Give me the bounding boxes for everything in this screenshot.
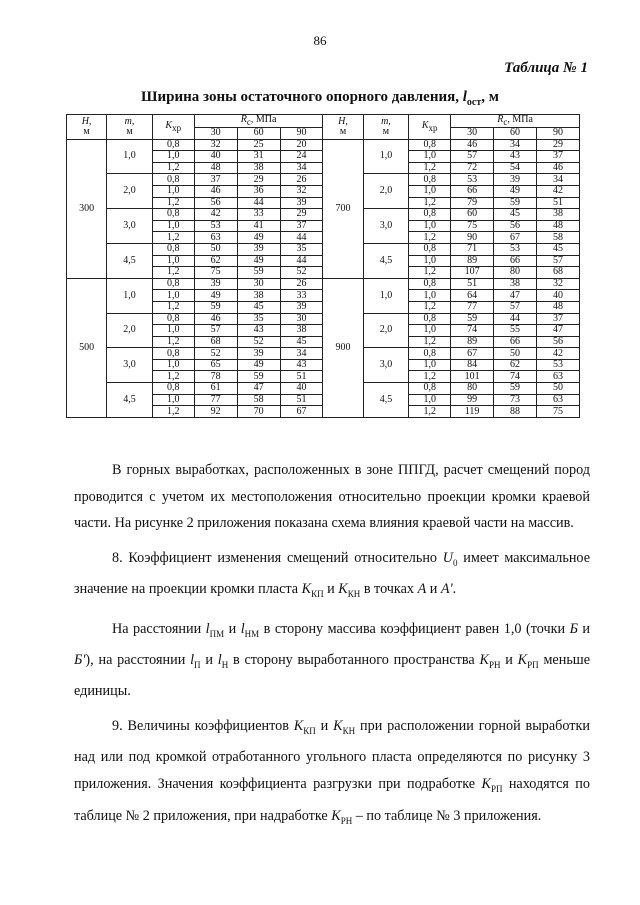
thickness-cell: 2,0: [363, 174, 409, 209]
value-cell: 66: [451, 185, 494, 197]
header-strength-left: $R_c$, МПа: [194, 115, 323, 128]
value-cell: 43: [280, 359, 323, 371]
value-cell: 37: [194, 174, 237, 186]
k-cell: 0,8: [409, 278, 451, 290]
value-cell: 47: [537, 325, 580, 337]
value-cell: 39: [237, 243, 280, 255]
value-cell: 49: [194, 290, 237, 302]
k-cell: 0,8: [409, 209, 451, 221]
value-cell: 107: [451, 267, 494, 279]
value-cell: 71: [451, 243, 494, 255]
k-cell: 1,0: [152, 151, 194, 163]
value-cell: 79: [451, 197, 494, 209]
value-cell: 31: [237, 151, 280, 163]
value-cell: 52: [237, 336, 280, 348]
thickness-cell: 4,5: [363, 243, 409, 278]
header-r90-right: 90: [537, 128, 580, 140]
value-cell: 54: [494, 162, 537, 174]
value-cell: 46: [537, 162, 580, 174]
k-cell: 0,8: [152, 383, 194, 395]
value-cell: 89: [451, 255, 494, 267]
value-cell: 53: [194, 220, 237, 232]
value-cell: 51: [280, 394, 323, 406]
value-cell: 88: [494, 406, 537, 418]
value-cell: 30: [237, 278, 280, 290]
value-cell: 24: [280, 151, 323, 163]
body-text: [74, 457, 590, 834]
value-cell: 63: [537, 394, 580, 406]
residual-pressure-table: [66, 114, 580, 418]
value-cell: 35: [280, 243, 323, 255]
value-cell: 62: [494, 359, 537, 371]
value-cell: 56: [494, 220, 537, 232]
value-cell: 70: [237, 406, 280, 418]
value-cell: 59: [194, 301, 237, 313]
depth-cell: 700: [323, 139, 363, 278]
k-cell: 1,2: [152, 232, 194, 244]
value-cell: 49: [494, 185, 537, 197]
value-cell: 67: [451, 348, 494, 360]
value-cell: 45: [237, 301, 280, 313]
value-cell: 33: [237, 209, 280, 221]
thickness-cell: 3,0: [107, 209, 153, 244]
k-cell: 0,8: [409, 348, 451, 360]
value-cell: 29: [537, 139, 580, 151]
thickness-cell: 3,0: [363, 348, 409, 383]
table-label: Таблица № 1: [504, 60, 588, 76]
k-cell: 0,8: [152, 139, 194, 151]
value-cell: 89: [451, 336, 494, 348]
value-cell: 39: [194, 278, 237, 290]
value-cell: 50: [537, 383, 580, 395]
value-cell: 49: [237, 255, 280, 267]
value-cell: 38: [494, 278, 537, 290]
header-depth-left: H, м: [67, 115, 107, 140]
k-cell: 0,8: [152, 313, 194, 325]
value-cell: 68: [537, 267, 580, 279]
value-cell: 45: [537, 243, 580, 255]
value-cell: 65: [194, 359, 237, 371]
value-cell: 34: [537, 174, 580, 186]
value-cell: 51: [280, 371, 323, 383]
thickness-cell: 1,0: [107, 278, 153, 313]
k-cell: 1,0: [409, 255, 451, 267]
value-cell: 57: [494, 301, 537, 313]
value-cell: 38: [237, 162, 280, 174]
table-row: [67, 278, 580, 290]
value-cell: 46: [451, 139, 494, 151]
k-cell: 1,0: [409, 185, 451, 197]
k-cell: 1,2: [152, 371, 194, 383]
k-cell: 1,0: [409, 394, 451, 406]
table-body: [67, 139, 580, 417]
k-cell: 1,0: [409, 325, 451, 337]
thickness-cell: 4,5: [107, 383, 153, 418]
value-cell: 44: [280, 232, 323, 244]
value-cell: 64: [451, 290, 494, 302]
value-cell: 67: [494, 232, 537, 244]
thickness-cell: 2,0: [107, 174, 153, 209]
value-cell: 39: [280, 197, 323, 209]
thickness-cell: 4,5: [107, 243, 153, 278]
header-r60-left: 60: [237, 128, 280, 140]
value-cell: 35: [237, 313, 280, 325]
thickness-cell: 2,0: [107, 313, 153, 348]
value-cell: 38: [280, 325, 323, 337]
value-cell: 40: [194, 151, 237, 163]
value-cell: 39: [494, 174, 537, 186]
value-cell: 74: [494, 371, 537, 383]
value-cell: 51: [537, 197, 580, 209]
k-cell: 0,8: [152, 278, 194, 290]
value-cell: 29: [280, 209, 323, 221]
k-cell: 0,8: [152, 174, 194, 186]
k-cell: 1,2: [409, 336, 451, 348]
k-cell: 1,2: [409, 301, 451, 313]
k-cell: 1,0: [152, 220, 194, 232]
k-cell: 1,2: [409, 162, 451, 174]
header-strength-right: $R_c$, МПа: [451, 115, 580, 128]
value-cell: 57: [537, 255, 580, 267]
k-cell: 0,8: [409, 139, 451, 151]
k-cell: 1,0: [152, 394, 194, 406]
value-cell: 32: [537, 278, 580, 290]
thickness-cell: 1,0: [363, 139, 409, 174]
depth-cell: 900: [323, 278, 363, 417]
value-cell: 25: [237, 139, 280, 151]
value-cell: 46: [194, 313, 237, 325]
k-cell: 1,0: [409, 359, 451, 371]
k-cell: 1,0: [409, 151, 451, 163]
paragraph-2: 8. Коэффициент изменения смещений относительно $U_0$ имеет максимальное значение на проекции кромки пласта $K_{КП}$ и $K_{КН}$ в точках А и А'.: [74, 549, 590, 600]
value-cell: 40: [537, 290, 580, 302]
value-cell: 44: [494, 313, 537, 325]
value-cell: 63: [537, 371, 580, 383]
value-cell: 66: [494, 255, 537, 267]
value-cell: 56: [194, 197, 237, 209]
value-cell: 68: [194, 336, 237, 348]
value-cell: 47: [494, 290, 537, 302]
k-cell: 1,0: [152, 359, 194, 371]
value-cell: 77: [451, 301, 494, 313]
value-cell: 37: [537, 151, 580, 163]
value-cell: 47: [237, 383, 280, 395]
thickness-cell: 2,0: [363, 313, 409, 348]
paragraph-1: В горных выработках, расположенных в зоне ППГД, расчет смещений пород проводится с учетом их местоположения относительно проекции кромки краевой части. На рисунке 2 приложения показана схема влияния краевой части на массив.: [74, 462, 590, 532]
value-cell: 75: [194, 267, 237, 279]
k-cell: 1,2: [409, 232, 451, 244]
k-cell: 1,2: [409, 197, 451, 209]
value-cell: 73: [494, 394, 537, 406]
k-cell: 0,8: [409, 243, 451, 255]
value-cell: 26: [280, 278, 323, 290]
k-cell: 1,0: [152, 185, 194, 197]
value-cell: 99: [451, 394, 494, 406]
value-cell: 90: [451, 232, 494, 244]
k-cell: 1,0: [152, 255, 194, 267]
k-cell: 1,2: [152, 162, 194, 174]
k-cell: 1,2: [409, 371, 451, 383]
value-cell: 30: [280, 313, 323, 325]
value-cell: 49: [237, 232, 280, 244]
k-cell: 1,2: [152, 301, 194, 313]
k-cell: 0,8: [152, 209, 194, 221]
value-cell: 46: [194, 185, 237, 197]
value-cell: 45: [280, 336, 323, 348]
k-cell: 0,8: [409, 383, 451, 395]
k-cell: 1,0: [409, 220, 451, 232]
value-cell: 49: [237, 359, 280, 371]
value-cell: 119: [451, 406, 494, 418]
value-cell: 59: [237, 267, 280, 279]
value-cell: 50: [194, 243, 237, 255]
value-cell: 40: [280, 383, 323, 395]
value-cell: 26: [280, 174, 323, 186]
k-cell: 1,2: [152, 267, 194, 279]
page-number: 86: [313, 33, 327, 48]
header-k-left: $K_{хр}$: [152, 115, 194, 140]
k-cell: 1,0: [152, 325, 194, 337]
value-cell: 20: [280, 139, 323, 151]
header-k-right: $K_{хр}$: [409, 115, 451, 140]
header-depth-right: H, м: [323, 115, 363, 140]
value-cell: 78: [194, 371, 237, 383]
value-cell: 42: [537, 185, 580, 197]
value-cell: 66: [494, 336, 537, 348]
header-r90-left: 90: [280, 128, 323, 140]
value-cell: 51: [451, 278, 494, 290]
value-cell: 37: [537, 313, 580, 325]
depth-cell: 300: [67, 139, 107, 278]
value-cell: 53: [537, 359, 580, 371]
value-cell: 62: [194, 255, 237, 267]
value-cell: 48: [194, 162, 237, 174]
k-cell: 0,8: [152, 348, 194, 360]
value-cell: 38: [537, 209, 580, 221]
value-cell: 58: [237, 394, 280, 406]
k-cell: 1,2: [152, 406, 194, 418]
value-cell: 80: [494, 267, 537, 279]
value-cell: 61: [194, 383, 237, 395]
value-cell: 39: [280, 301, 323, 313]
value-cell: 75: [451, 220, 494, 232]
value-cell: 29: [237, 174, 280, 186]
value-cell: 50: [494, 348, 537, 360]
value-cell: 80: [451, 383, 494, 395]
value-cell: 58: [537, 232, 580, 244]
value-cell: 77: [194, 394, 237, 406]
value-cell: 52: [280, 267, 323, 279]
depth-cell: 500: [67, 278, 107, 417]
value-cell: 59: [237, 371, 280, 383]
value-cell: 57: [194, 325, 237, 337]
table-row: [67, 139, 580, 151]
value-cell: 48: [537, 220, 580, 232]
value-cell: 42: [537, 348, 580, 360]
header-thickness-left: m, м: [107, 115, 153, 140]
thickness-cell: 3,0: [363, 209, 409, 244]
value-cell: 55: [494, 325, 537, 337]
value-cell: 34: [494, 139, 537, 151]
value-cell: 45: [494, 209, 537, 221]
value-cell: 75: [537, 406, 580, 418]
header-r30-right: 30: [451, 128, 494, 140]
value-cell: 59: [494, 383, 537, 395]
value-cell: 53: [494, 243, 537, 255]
value-cell: 34: [280, 162, 323, 174]
value-cell: 39: [237, 348, 280, 360]
value-cell: 32: [280, 185, 323, 197]
value-cell: 56: [537, 336, 580, 348]
k-cell: 0,8: [409, 174, 451, 186]
value-cell: 41: [237, 220, 280, 232]
thickness-cell: 3,0: [107, 348, 153, 383]
value-cell: 59: [494, 197, 537, 209]
value-cell: 52: [194, 348, 237, 360]
thickness-cell: 1,0: [363, 278, 409, 313]
value-cell: 74: [451, 325, 494, 337]
value-cell: 43: [237, 325, 280, 337]
value-cell: 44: [280, 255, 323, 267]
value-cell: 101: [451, 371, 494, 383]
value-cell: 92: [194, 406, 237, 418]
k-cell: 1,0: [409, 290, 451, 302]
value-cell: 60: [451, 209, 494, 221]
value-cell: 63: [194, 232, 237, 244]
value-cell: 43: [494, 151, 537, 163]
paragraph-4: 9. Величины коэффициентов $K_{КП}$ и $K_{КН}$ при расположении горной выработки над или под кромкой отработанного угольного пласта определяются по рисунку 3 приложения. Значения коэффициента разгрузки при подработке $K_{РП}$ находятся по таблице № 2 приложения, при надработке $K_{РН}$ – по таблице № 3 приложения.: [74, 718, 590, 826]
value-cell: 33: [280, 290, 323, 302]
value-cell: 53: [451, 174, 494, 186]
k-cell: 1,2: [152, 197, 194, 209]
value-cell: 67: [280, 406, 323, 418]
header-r30-left: 30: [194, 128, 237, 140]
k-cell: 0,8: [152, 243, 194, 255]
value-cell: 32: [194, 139, 237, 151]
paragraph-3: На расстоянии $l_{ПМ}$ и $l_{НМ}$ в сторону массива коэффициент равен 1,0 (точки Б и Б'), на расстоянии $l_П$ и $l_Н$ в сторону выработанного пространства $K_{РН}$ и $K_{РП}$ меньше единицы.: [74, 620, 591, 700]
k-cell: 0,8: [409, 313, 451, 325]
value-cell: 42: [194, 209, 237, 221]
value-cell: 44: [237, 197, 280, 209]
thickness-cell: 4,5: [363, 383, 409, 418]
value-cell: 37: [280, 220, 323, 232]
value-cell: 48: [537, 301, 580, 313]
value-cell: 59: [451, 313, 494, 325]
k-cell: 1,2: [409, 406, 451, 418]
value-cell: 57: [451, 151, 494, 163]
header-r60-right: 60: [494, 128, 537, 140]
k-cell: 1,2: [409, 267, 451, 279]
value-cell: 34: [280, 348, 323, 360]
k-cell: 1,2: [152, 336, 194, 348]
value-cell: 72: [451, 162, 494, 174]
thickness-cell: 1,0: [107, 139, 153, 174]
value-cell: 84: [451, 359, 494, 371]
header-thickness-right: m, м: [363, 115, 409, 140]
k-cell: 1,0: [152, 290, 194, 302]
table-title: Ширина зоны остаточного опорного давления, $l_{ост}$, м: [141, 89, 499, 108]
value-cell: 38: [237, 290, 280, 302]
value-cell: 36: [237, 185, 280, 197]
